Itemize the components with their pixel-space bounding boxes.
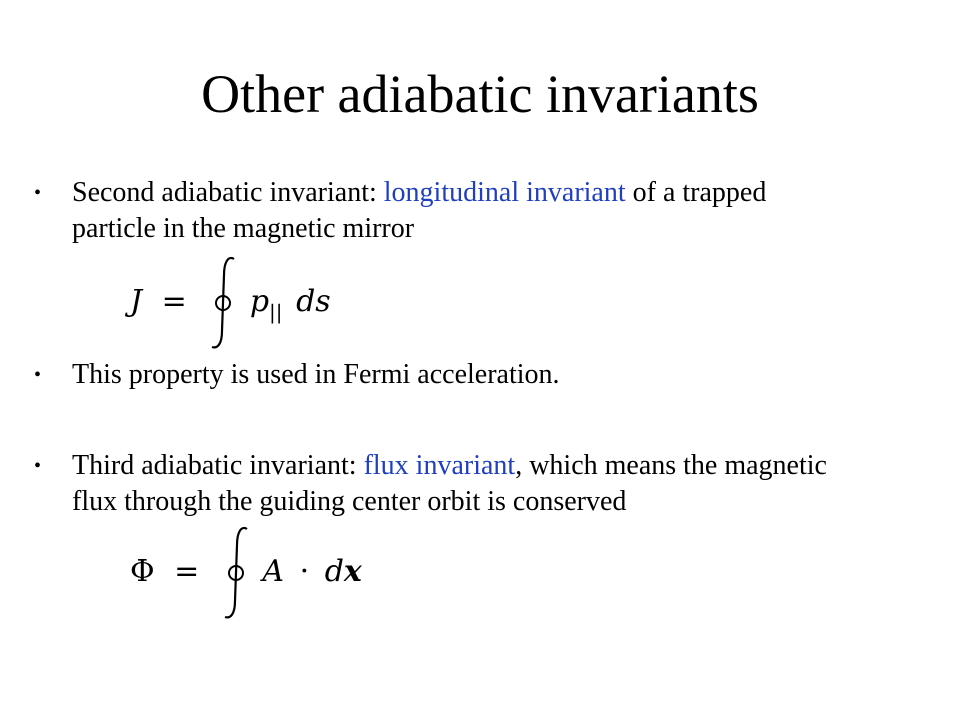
equation-lhs: Φ — [130, 554, 155, 589]
bullet-text-pre: Second adiabatic invariant: — [72, 177, 384, 208]
equation-longitudinal-invariant — [130, 282, 331, 332]
bullet-text — [72, 448, 952, 520]
bullet-accent-term: longitudinal invariant — [383, 177, 626, 208]
bullet-marker: • — [34, 364, 42, 386]
equation-lhs: J — [130, 284, 143, 319]
equation-differential-d: d — [324, 554, 344, 589]
bullet-text-line2: flux through the guiding center orbit is conserved — [72, 486, 627, 517]
equation-dot: · — [299, 554, 310, 589]
bullet-text-post: , which means the magnetic — [515, 450, 827, 481]
equation-integrand: A — [262, 554, 285, 589]
bullet-text-pre: Third adiabatic invariant: — [72, 450, 364, 481]
bullet-accent-term: flux invariant — [363, 450, 516, 481]
bullet-marker: • — [34, 455, 42, 477]
equation-subscript: || — [269, 300, 283, 324]
bullet-text: This property is used in Fermi acceleration. — [72, 359, 560, 390]
bullet-third-invariant — [34, 448, 934, 528]
slide-title: Other adiabatic invariants — [201, 64, 759, 124]
equation-differential-var: x — [343, 554, 362, 589]
bullet-marker: • — [34, 182, 42, 204]
contour-integral-icon — [219, 553, 253, 593]
bullet-text-line2: particle in the magnetic mirror — [72, 213, 415, 244]
equation-equals: = — [174, 554, 200, 589]
equation-differential: ds — [296, 284, 331, 319]
equation-equals: = — [161, 284, 187, 319]
equation-flux-invariant — [130, 552, 362, 593]
bullet-text — [72, 175, 952, 247]
bullet-text-post: of a trapped — [625, 177, 767, 208]
equation-integrand: p — [249, 284, 270, 319]
bullet-fermi-acceleration — [34, 357, 934, 397]
bullet-second-invariant — [34, 175, 934, 255]
contour-integral-icon — [206, 283, 240, 323]
